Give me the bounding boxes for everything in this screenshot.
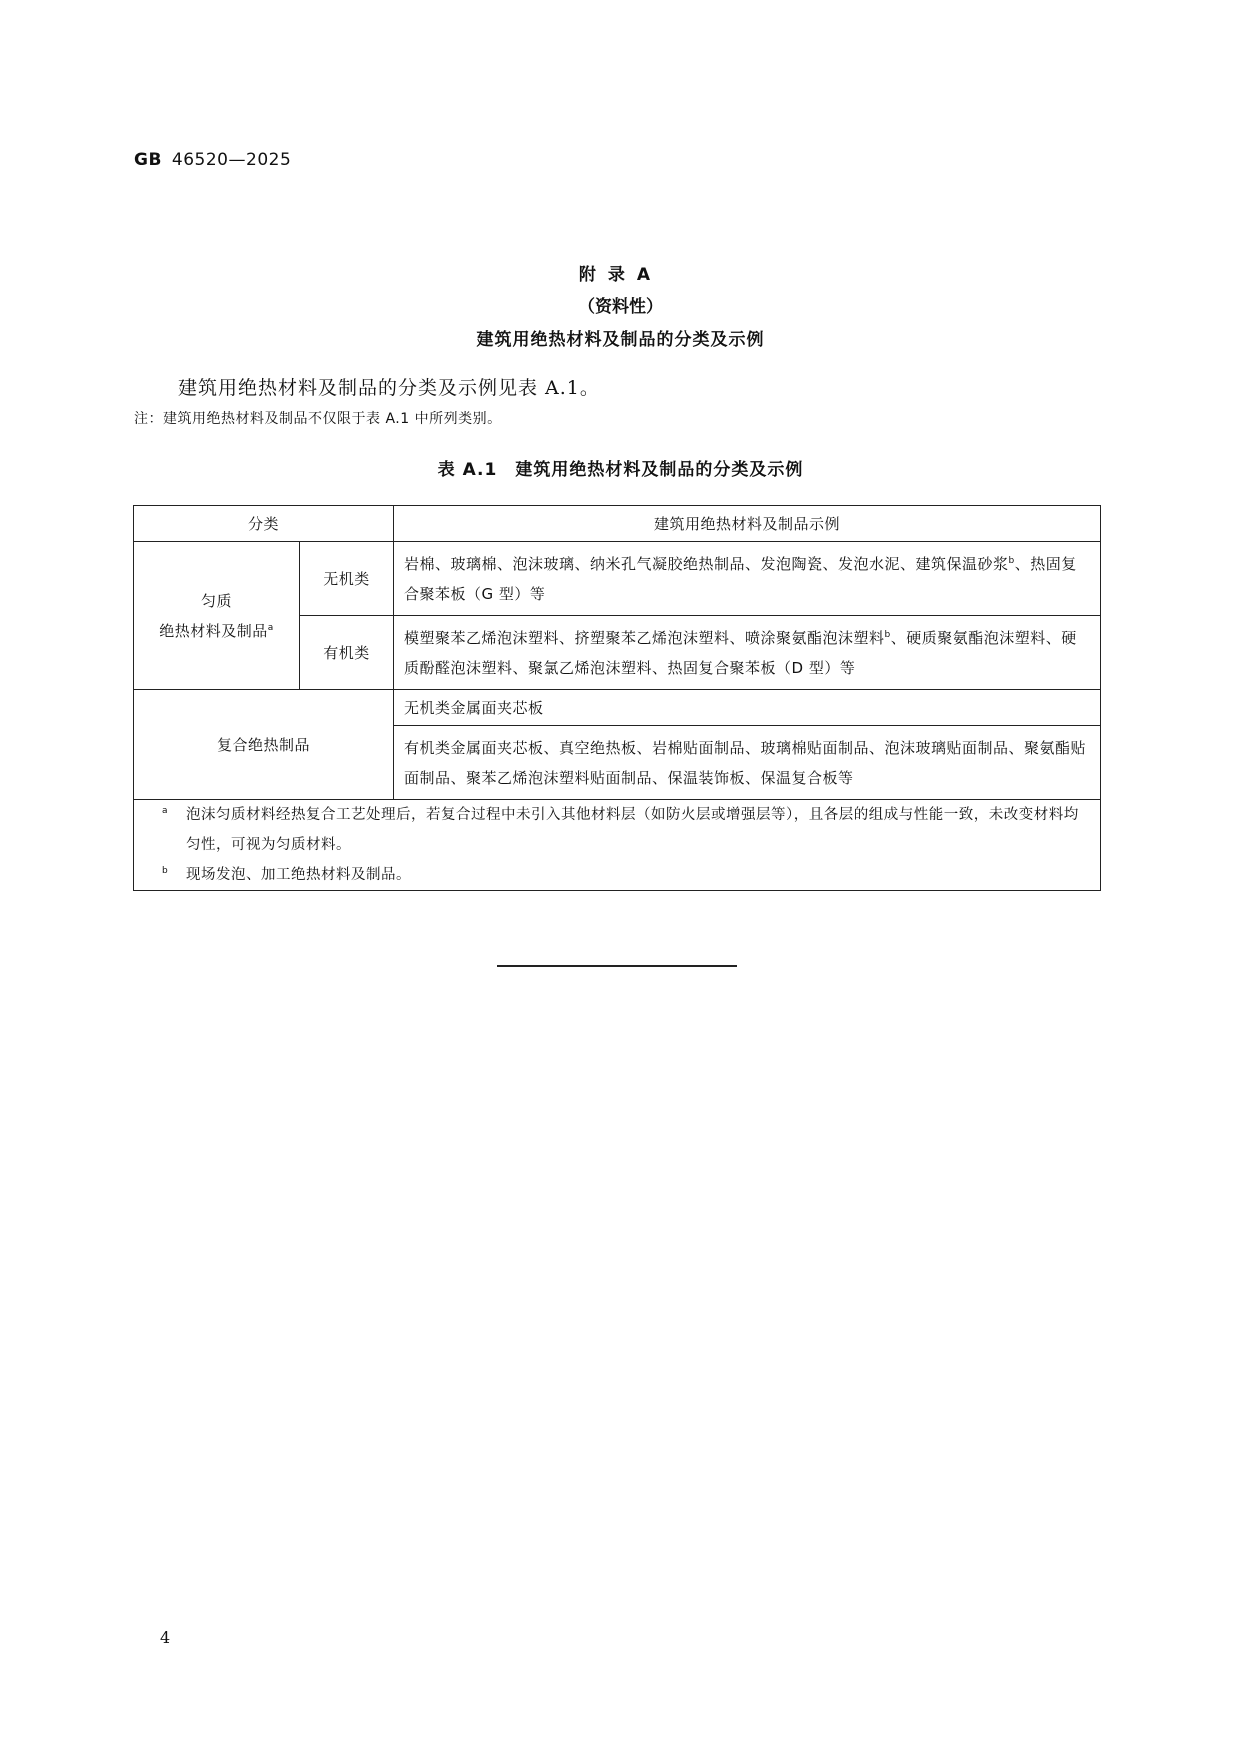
footnote-row: [134, 800, 1101, 891]
table-caption-number: 表 A.1: [437, 460, 498, 480]
footnote-ref-b: b: [1008, 555, 1015, 566]
note-text: 注：建筑用绝热材料及制品不仅限于表 A.1 中所列类别。: [134, 411, 502, 427]
inorganic-examples: 岩棉、玻璃棉、泡沫玻璃、纳米孔气凝胶绝热制品、发泡陶瓷、发泡水泥、建筑保温砂浆$^b$、热固复合聚苯板（G 型）等: [394, 542, 1101, 616]
table-caption-title: 建筑用绝热材料及制品的分类及示例: [515, 460, 804, 480]
header-category: 分类: [134, 506, 394, 542]
footnote-ref-a: a: [267, 622, 274, 633]
table-row: [134, 542, 1101, 616]
homogeneous-label-line2: 绝热材料及制品$^a$: [159, 621, 274, 640]
composite-organic-examples: 有机类金属面夹芯板、真空绝热板、岩棉贴面制品、玻璃棉贴面制品、泡沫玻璃贴面制品、聚氨酯贴面制品、聚苯乙烯泡沫塑料贴面制品、保温装饰板、保温复合板等: [394, 726, 1101, 800]
inorganic-label: 无机类: [300, 542, 394, 616]
footnote-a-text: 泡沫匀质材料经热复合工艺处理后，若复合过程中未引入其他材料层（如防火层或增强层等），且各层的组成与性能一致，未改变材料均匀性，可视为匀质材料。: [186, 807, 1079, 853]
composite-inorganic-examples: 无机类金属面夹芯板: [394, 690, 1101, 726]
homogeneous-label-line1: 匀质: [200, 591, 232, 610]
page-number: 4: [160, 1628, 171, 1647]
header-examples: 建筑用绝热材料及制品示例: [394, 506, 1101, 542]
document-code: [134, 150, 291, 170]
composite-label: 复合绝热制品: [134, 690, 394, 800]
classification-table: [133, 505, 1101, 891]
homogeneous-category-cell: [134, 542, 300, 690]
table-caption: [0, 455, 1241, 480]
footnote-a: [144, 800, 1090, 860]
footnote-ref-b: b: [884, 629, 891, 640]
table-row: [134, 690, 1101, 726]
appendix-nature: （资料性）: [578, 297, 663, 317]
footnote-b: [144, 860, 1090, 890]
standard-prefix: GB: [134, 150, 162, 170]
footnote-b-text: 现场发泡、加工绝热材料及制品。: [186, 867, 411, 883]
appendix-heading: 建筑用绝热材料及制品的分类及示例: [476, 330, 765, 350]
footnotes-cell: [134, 800, 1101, 891]
footnote-mark-b: b: [162, 866, 169, 876]
end-rule: [497, 965, 737, 967]
appendix-title: 附录A: [578, 265, 663, 285]
intro-paragraph: 建筑用绝热材料及制品的分类及示例见表 A.1。: [178, 377, 600, 399]
footnote-mark-a: a: [162, 806, 169, 816]
organic-label: 有机类: [300, 616, 394, 690]
standard-number: 46520—2025: [171, 150, 292, 170]
organic-examples: 模塑聚苯乙烯泡沫塑料、挤塑聚苯乙烯泡沫塑料、喷涂聚氨酯泡沫塑料$^b$、硬质聚氨酯泡沫塑料、硬质酚醛泡沫塑料、聚氯乙烯泡沫塑料、热固复合聚苯板（D 型）等: [394, 616, 1101, 690]
table-header-row: [134, 506, 1101, 542]
